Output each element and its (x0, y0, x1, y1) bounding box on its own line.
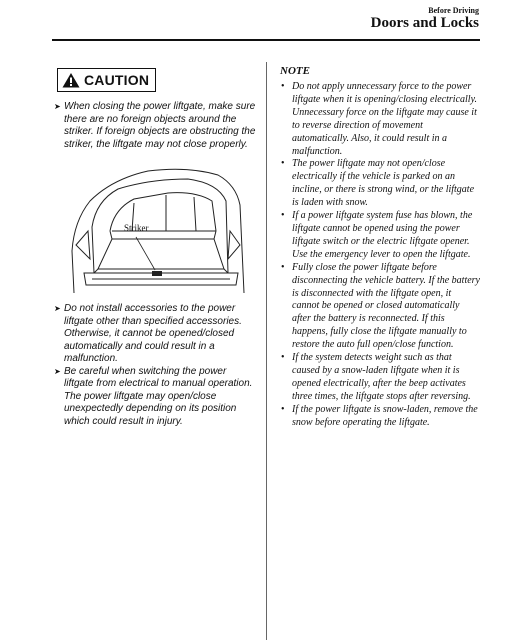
note-item: • Do not apply unnecessary force to the power liftgate when it is opening/closing electrically. Unnecessary force on the liftgate may cause it to reverse direction of movement automatically. Also, it could result in a malfunction. (281, 81, 477, 157)
warning-triangle-icon (62, 72, 80, 88)
column-divider (266, 62, 267, 640)
bullet-icon: • (281, 403, 285, 415)
figure-callout-striker: Striker (124, 223, 149, 233)
caution-list-bottom (54, 303, 257, 428)
bullet-icon: • (281, 158, 285, 170)
bullet-icon: • (281, 210, 285, 222)
note-section (280, 65, 480, 429)
note-item: • If the power liftgate is snow-laden, remove the snow before operating the liftgate. (281, 403, 478, 428)
note-title: NOTE (280, 65, 310, 77)
caution-label: CAUTION (84, 72, 150, 88)
note-item: • If a power liftgate system fuse has blown, the liftgate cannot be opened using the power liftgate switch or the electric liftgate opener. Use the emergency lever to open the liftgate. (281, 210, 473, 260)
header-divider (52, 39, 480, 41)
note-list (280, 81, 480, 429)
chevron-right-icon: ➤ (54, 102, 61, 111)
note-item: • The power liftgate may not open/close electrically if the vehicle is parked on an incline, or there is strong wind, or the liftgate is laden with snow. (281, 158, 475, 209)
page-title: Doors and Locks (370, 15, 479, 31)
bullet-icon: • (281, 261, 285, 273)
cargo-area-drawing (68, 161, 246, 295)
caution-item: ➤ When closing the power liftgate, make sure there are no foreign objects around the striker. If foreign objects are obstructing the striker, the liftgate may not close properly. (54, 101, 256, 150)
caution-item: ➤ Be careful when switching the power liftgate from electrical to manual operation. The power liftgate may open/close unexpectedly depending on its position which could result in injury. (54, 365, 253, 427)
note-item: • If the system detects weight such as that caused by a snow-laden liftgate when it is opened electrically, after the beep activates three times, the liftgate stops after reversing. (281, 352, 471, 402)
chevron-right-icon: ➤ (54, 366, 61, 376)
chevron-right-icon: ➤ (54, 304, 61, 313)
bullet-icon: • (281, 352, 285, 364)
section-label: Before Driving (428, 6, 479, 15)
caution-item: ➤ Do not install accessories to the power liftgate other than specified accessories. Otherwise, it cannot be opened/closed automatically and could result in a malfunction. (54, 303, 242, 364)
caution-heading (57, 68, 156, 92)
liftgate-illustration (68, 161, 246, 295)
caution-section (54, 68, 257, 428)
bullet-icon: • (281, 81, 285, 92)
caution-list-top (54, 101, 257, 151)
note-item: • Fully close the power liftgate before disconnecting the vehicle battery. If the battery is disconnected with the liftgate open, it cannot be opened or closed automatically after the battery is reconnected. If this happens, fully close the liftgate manually to restore the auto full open/close function. (281, 261, 480, 351)
